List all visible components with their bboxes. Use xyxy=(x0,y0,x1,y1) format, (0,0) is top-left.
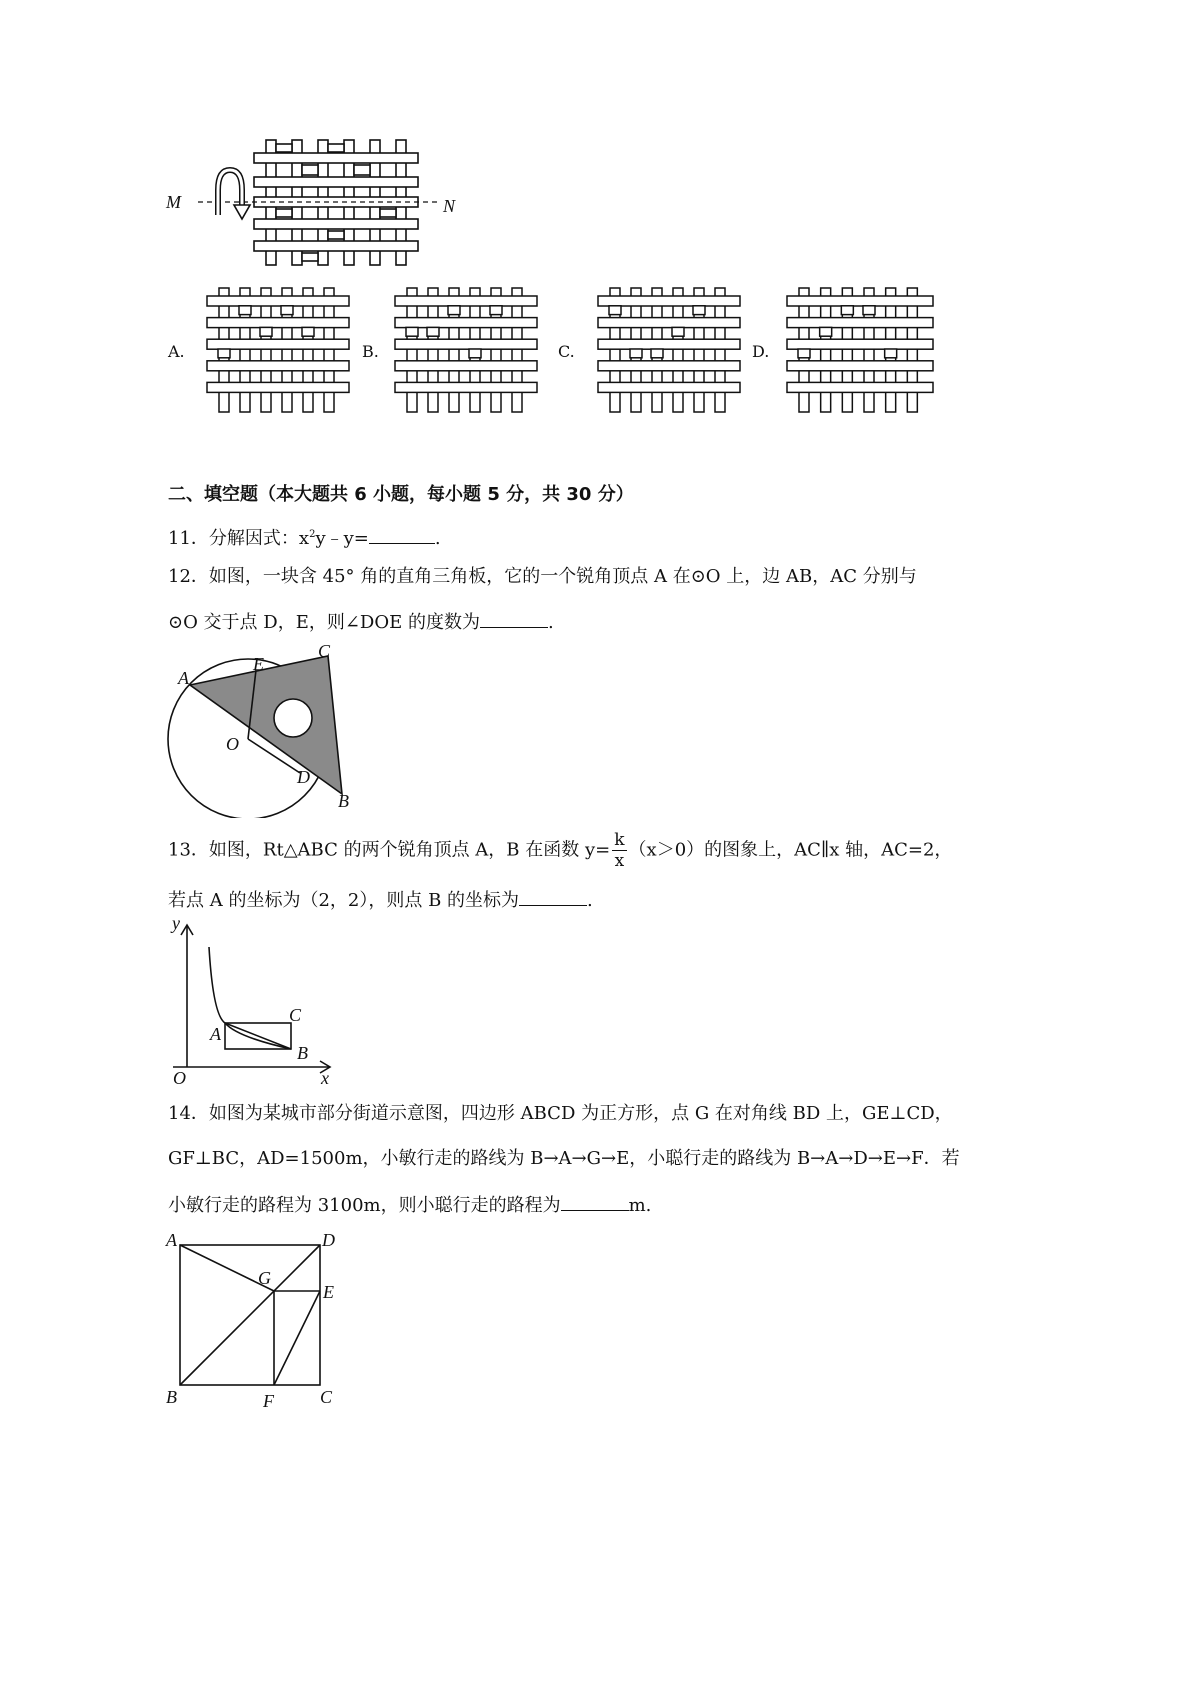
q13-end: . xyxy=(587,890,593,911)
weave-strip xyxy=(490,306,502,315)
weave-strip xyxy=(395,318,537,328)
question-14-line-3 xyxy=(168,1192,651,1218)
q13-fraction xyxy=(612,830,626,871)
q12-label-d: D xyxy=(297,767,310,787)
weave-strip xyxy=(260,327,272,336)
weave-strip xyxy=(406,327,418,336)
q14-diagonal-bd xyxy=(180,1245,320,1385)
q12-line-2-text: ⊙O 交于点 D，E，则∠DOE 的度数为 xyxy=(168,612,480,633)
weave-strip xyxy=(863,306,875,315)
weave-strip xyxy=(820,327,832,336)
option-b-figure xyxy=(393,286,539,414)
option-c-figure xyxy=(596,286,742,414)
weave-strip xyxy=(651,349,663,358)
weave-strip xyxy=(672,327,684,336)
weave-strip xyxy=(598,318,740,328)
label-m: M xyxy=(166,192,181,212)
q13-label-o: O xyxy=(173,1068,186,1088)
weave-strip xyxy=(302,327,314,336)
weave-strip xyxy=(841,306,853,315)
weave-strip xyxy=(395,339,537,349)
weave-strip xyxy=(598,339,740,349)
weave-strip xyxy=(609,306,621,315)
q11-suffix: y﹣y= xyxy=(315,528,369,549)
q11-superscript: 2 xyxy=(309,529,316,540)
q13-graph-figure xyxy=(165,915,345,1090)
q12-label-b: B xyxy=(338,791,349,811)
q12-label-e: E xyxy=(253,654,264,674)
q13-answer-blank[interactable] xyxy=(519,887,587,906)
weave-strip xyxy=(218,349,230,358)
question-13-line-2 xyxy=(168,887,593,913)
q14-label-b: B xyxy=(166,1387,177,1407)
weave-strip xyxy=(787,361,933,371)
q12-answer-blank[interactable] xyxy=(480,609,548,628)
q13-label-x: x xyxy=(321,1068,329,1088)
q14-label-g: G xyxy=(258,1268,271,1288)
q12-set-square xyxy=(190,656,342,794)
label-n: N xyxy=(443,196,456,216)
q13-label-c: C xyxy=(289,1005,302,1025)
option-d-label: D. xyxy=(752,342,770,361)
question-13-line-1 xyxy=(168,830,952,871)
weave-strip xyxy=(281,306,293,315)
section-heading: 二、填空题（本大题共 6 小题，每小题 5 分，共 30 分） xyxy=(168,484,634,505)
question-12-line-2 xyxy=(168,609,554,635)
q11-answer-blank[interactable] xyxy=(369,525,435,544)
weave-strip xyxy=(787,318,933,328)
q12-label-o: O xyxy=(226,734,239,754)
q14-answer-blank[interactable] xyxy=(561,1192,629,1211)
weave-strip xyxy=(598,361,740,371)
option-d-figure xyxy=(785,286,935,414)
option-a-label: A. xyxy=(168,342,185,361)
q14-label-a: A xyxy=(166,1230,177,1250)
weave-strip xyxy=(207,339,349,349)
weave-strip xyxy=(469,349,481,358)
q13-line-2-text: 若点 A 的坐标为（2，2），则点 B 的坐标为 xyxy=(168,890,520,911)
q14-line-3-text: 小敏行走的路程为 3100m，则小聪行走的路程为 xyxy=(168,1195,561,1216)
q12-label-a: A xyxy=(178,668,189,688)
q12-label-c: C xyxy=(318,641,331,661)
q11-end: . xyxy=(434,528,441,549)
q14-label-c: C xyxy=(320,1387,333,1407)
option-b-label: B. xyxy=(362,342,379,361)
weave-strip xyxy=(885,349,897,358)
weave-strip xyxy=(239,306,251,315)
q14-segment-ef xyxy=(274,1291,320,1385)
q13-label-a: A xyxy=(210,1024,221,1044)
weave-strip xyxy=(787,382,933,392)
weave-strip xyxy=(598,296,740,306)
weave-strip xyxy=(207,296,349,306)
q14-label-e: E xyxy=(323,1282,334,1302)
weave-strip xyxy=(787,296,933,306)
q11-prefix: 11．分解因式：x xyxy=(168,528,310,549)
weave-strip xyxy=(630,349,642,358)
option-a-figure xyxy=(205,286,351,414)
q13-post: （x＞0）的图象上，AC∥x 轴，AC=2， xyxy=(628,839,953,861)
q14-square-figure xyxy=(170,1235,340,1395)
weave-strip xyxy=(207,382,349,392)
question-11 xyxy=(168,523,441,551)
q13-label-b: B xyxy=(297,1043,308,1063)
q13-label-y: y xyxy=(172,913,180,933)
weave-strip xyxy=(798,349,810,358)
q14-label-d: D xyxy=(322,1230,335,1250)
weave-strip xyxy=(207,361,349,371)
q13-frac-num: k xyxy=(614,830,625,850)
weave-strip xyxy=(787,339,933,349)
weave-strip xyxy=(395,382,537,392)
weave-strip xyxy=(395,361,537,371)
q12-end: . xyxy=(547,612,554,633)
q14-end: m. xyxy=(628,1195,652,1216)
q14-line-2: GF⊥BC，AD=1500m，小敏行走的路线为 B→A→G→E，小聪行走的路线为 B→A→D→E→F．若 xyxy=(168,1148,960,1169)
weave-fold-figure xyxy=(170,135,490,270)
option-c-label: C. xyxy=(558,342,575,361)
q12-line-1: 12．如图，一块含 45° 角的直角三角板，它的一个锐角顶点 A 在⊙O 上，边 AB，AC 分别与 xyxy=(168,566,917,587)
q13-frac-den: x xyxy=(614,851,625,871)
weave-strip xyxy=(598,382,740,392)
q14-line-1: 14．如图为某城市部分街道示意图，四边形 ABCD 为正方形，点 G 在对角线 BD 上，GE⊥CD， xyxy=(168,1103,953,1124)
weave-strip xyxy=(207,318,349,328)
weave-strip xyxy=(693,306,705,315)
weave-strip xyxy=(427,327,439,336)
weave-strip xyxy=(395,296,537,306)
q13-pre: 13．如图，Rt△ABC 的两个锐角顶点 A，B 在函数 y= xyxy=(168,839,611,861)
weave-strip xyxy=(448,306,460,315)
q14-label-f: F xyxy=(263,1391,274,1411)
